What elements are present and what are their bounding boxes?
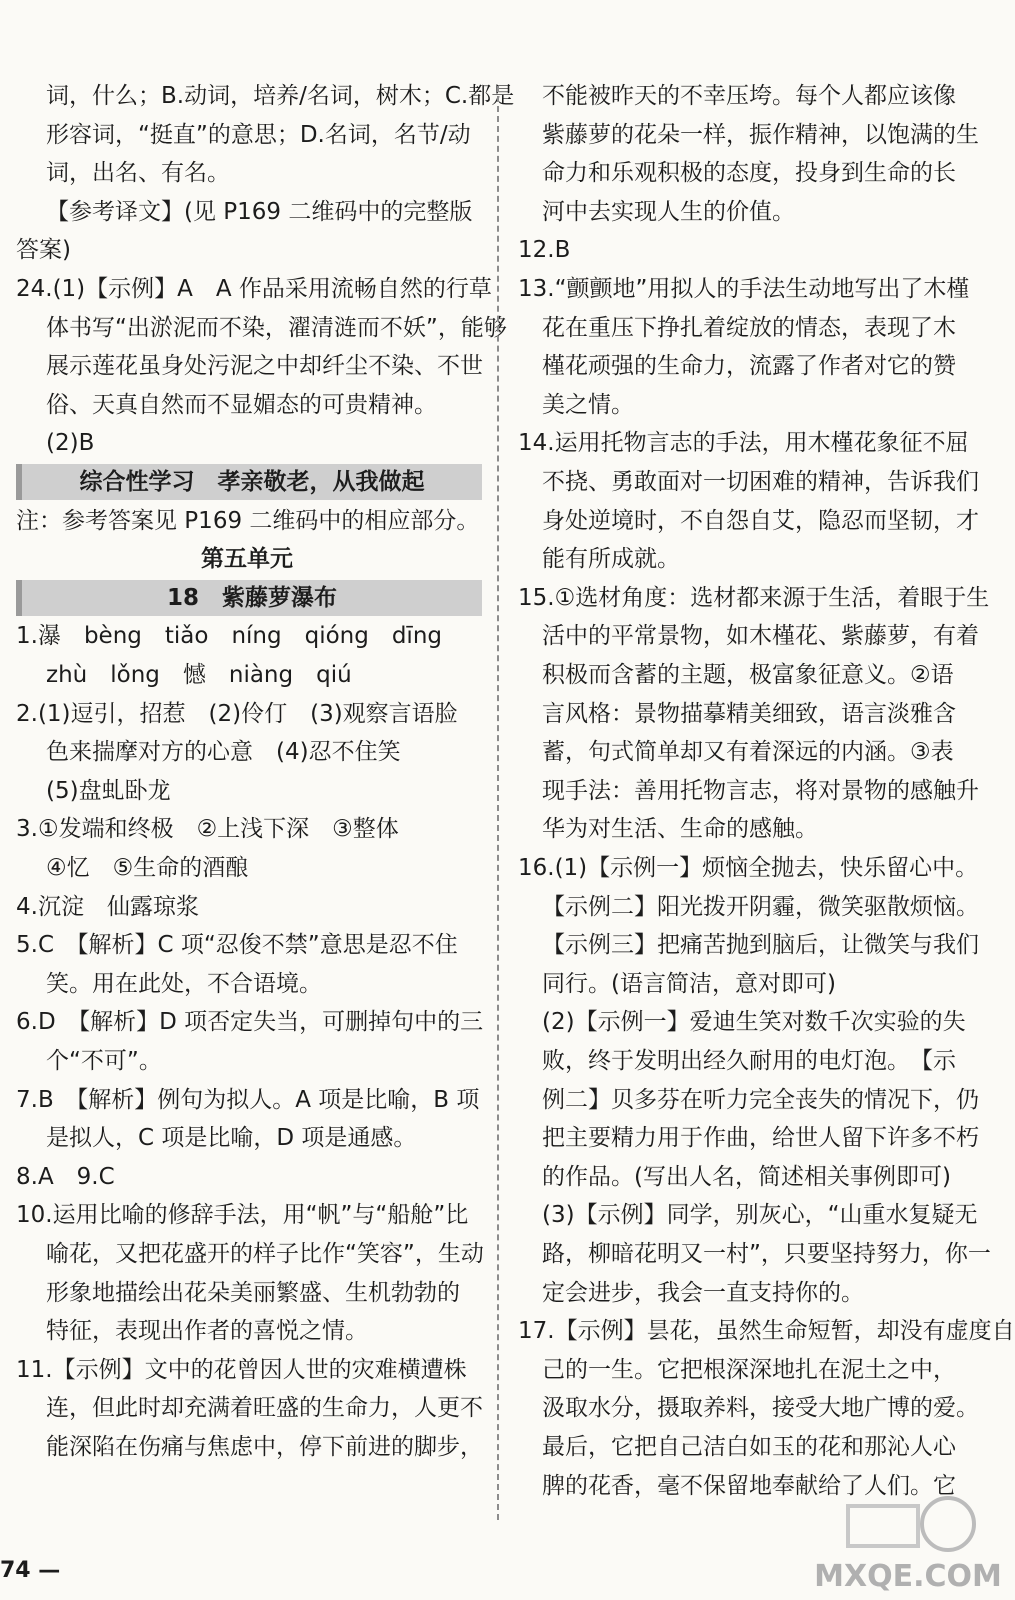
text-line: 路，柳暗花明又一村”，只要坚持努力，你一 xyxy=(542,1241,991,1267)
text-line: 3.①发端和终极 ②上浅下深 ③整体 xyxy=(16,816,399,843)
text-line: 槿花顽强的生命力，流露了作者对它的赞 xyxy=(542,353,956,380)
text-line: 答案) xyxy=(16,237,71,264)
text-line: 能有所成就。 xyxy=(542,546,680,573)
text-line: 24.(1)【示例】A A 作品采用流畅自然的行草 xyxy=(16,276,492,302)
text-line: 把主要精力用于作曲，给世人留下许多不朽 xyxy=(542,1125,979,1152)
text-line: 脾的花香，毫不保留地奉献给了人们。它 xyxy=(542,1472,956,1499)
text-line: 【示例二】阳光拨开阴霾，微笑驱散烦恼。 xyxy=(542,893,979,920)
text-line: 现手法：善用托物言志，将对景物的感触升 xyxy=(542,777,979,804)
column-divider xyxy=(497,86,499,1520)
text-line: 色来揣摩对方的心意 (4)忍不住笑 xyxy=(46,739,401,766)
text-line: 体书写“出淤泥而不染，濯清涟而不妖”，能够 xyxy=(46,314,507,341)
text-line: (5)盘虬卧龙 xyxy=(46,777,171,804)
watermark-logo xyxy=(814,1486,1002,1596)
text-line: 的作品。(写出人名，简述相关事例即可) xyxy=(542,1163,951,1190)
text-line: 连，但此时却充满着旺盛的生命力，人更不 xyxy=(46,1395,483,1422)
text-line: 5.C 【解析】C 项“忍俊不禁”意思是忍不住 xyxy=(16,932,458,959)
text-line: 14.运用托物言志的手法，用木槿花象征不屈 xyxy=(518,430,969,457)
text-line: 活中的平常景物，如木槿花、紫藤萝，有着 xyxy=(542,623,979,650)
text-line: 是拟人，C 项是比喻，D 项是通感。 xyxy=(46,1125,417,1152)
text-line: zhù lǒng 憾 niàng qiú xyxy=(46,662,352,688)
text-line: 【示例三】把痛苦抛到脑后，让微笑与我们 xyxy=(542,932,979,959)
text-line: 展示莲花虽身处污泥之中却纤尘不染、不世 xyxy=(46,353,483,380)
text-line: 己的一生。它把根深深地扎在泥土之中， xyxy=(542,1356,956,1383)
text-line: 花在重压下挣扎着绽放的情态，表现了木 xyxy=(542,314,956,341)
text-line: 特征，表现出作者的喜悦之情。 xyxy=(46,1318,368,1345)
text-line: (2)【示例一】爱迪生笑对数千次实验的失 xyxy=(542,1009,966,1036)
text-line: (3)【示例】同学，别灰心，“山重水复疑无 xyxy=(542,1202,978,1229)
text-line: 10.运用比喻的修辞手法，用“帆”与“船舱”比 xyxy=(16,1202,469,1229)
text-line: (2)B xyxy=(46,430,95,457)
text-line: 不能被昨天的不幸压垮。每个人都应该像 xyxy=(542,83,956,109)
text-line: 命力和乐观积极的态度，投身到生命的长 xyxy=(542,160,956,187)
text-line: 笑。用在此处，不合语境。 xyxy=(46,970,322,997)
text-line: 喻花，又把花盛开的样子比作“笑容”，生动 xyxy=(46,1241,484,1267)
text-line: 俗、天真自然而不显媚态的可贵精神。 xyxy=(46,391,437,418)
text-line: 注：参考答案见 P169 二维码中的相应部分。 xyxy=(16,507,480,534)
section-heading: 18 紫藤萝瀑布 xyxy=(16,580,482,616)
text-line: 17.【示例】昙花，虽然生命短暂，却没有虚度自 xyxy=(518,1318,1015,1345)
text-line: 7.B 【解析】例句为拟人。A 项是比喻，B 项 xyxy=(16,1086,480,1113)
text-line: 6.D 【解析】D 项否定失当，可删掉句中的三 xyxy=(16,1009,484,1036)
text-line: 16.(1)【示例一】烦恼全抛去，快乐留心中。 xyxy=(518,855,979,881)
text-line: 13.“颤颤地”用拟人的手法生动地写出了木槿 xyxy=(518,276,970,302)
text-line: 言风格：景物描摹精美细致，语言淡雅含 xyxy=(542,700,956,727)
text-line: 最后，它把自己洁白如玉的花和那沁人心 xyxy=(542,1434,956,1460)
text-line: 蓄，句式简单却又有着深远的内涵。③表 xyxy=(542,739,954,766)
text-line: 紫藤萝的花朵一样，振作精神，以饱满的生 xyxy=(542,121,979,148)
text-line: 定会进步，我会一直支持你的。 xyxy=(542,1279,864,1306)
text-line: 【参考译文】(见 P169 二维码中的完整版 xyxy=(46,198,473,225)
text-line: 第五单元 xyxy=(201,546,293,573)
text-line: 汲取水分，摄取养料，接受大地广博的爱。 xyxy=(542,1395,979,1422)
text-line: 同行。(语言简洁，意对即可) xyxy=(542,970,836,997)
text-line: 华为对生活、生命的感触。 xyxy=(542,816,818,843)
text-line: 4.沉淀 仙露琼浆 xyxy=(16,893,199,920)
section-heading: 综合性学习 孝亲敬老，从我做起 xyxy=(16,464,482,500)
text-line: 词，什么；B.动词，培养/名词，树木；C.都是 xyxy=(46,83,515,109)
text-line: 形容词，“挺直”的意思；D.名词，名节/动 xyxy=(46,121,471,148)
text-line: 不挠、勇敢面对一切困难的精神，告诉我们 xyxy=(542,469,979,495)
text-line: 1.瀑 bèng tiǎo níng qióng dīng xyxy=(16,623,442,650)
text-line: 例二】贝多芬在听力完全丧失的情况下，仍 xyxy=(542,1086,979,1113)
text-line: 8.A 9.C xyxy=(16,1163,115,1190)
text-line: ④忆 ⑤生命的酒酿 xyxy=(46,855,249,881)
text-line: 河中去实现人生的价值。 xyxy=(542,198,795,225)
text-line: 身处逆境时，不自怨自艾，隐忍而坚韧，才 xyxy=(542,507,979,534)
text-line: 11.【示例】文中的花曾因人世的灾难横遭株 xyxy=(16,1356,467,1383)
text-line: 能深陷在伤痛与焦虑中，停下前进的脚步， xyxy=(46,1434,483,1460)
page-number: 74 — xyxy=(0,1558,61,1583)
text-line: 美之情。 xyxy=(542,391,634,418)
watermark-text: MXQE.COM xyxy=(814,1559,1002,1594)
text-line: 词，出名、有名。 xyxy=(46,160,230,187)
text-line: 12.B xyxy=(518,237,571,264)
text-line: 个“不可”。 xyxy=(46,1048,162,1074)
text-line: 15.①选材角度：选材都来源于生活，着眼于生 xyxy=(518,584,990,611)
text-line: 2.(1)逗引，招惹 (2)伶仃 (3)观察言语脸 xyxy=(16,700,458,727)
text-line: 败，终于发明出经久耐用的电灯泡。 【示 xyxy=(542,1048,956,1074)
text-line: 形象地描绘出花朵美丽繁盛、生机勃勃的 xyxy=(46,1279,460,1306)
text-line: 积极而含蓄的主题，极富象征意义。②语 xyxy=(542,662,954,688)
